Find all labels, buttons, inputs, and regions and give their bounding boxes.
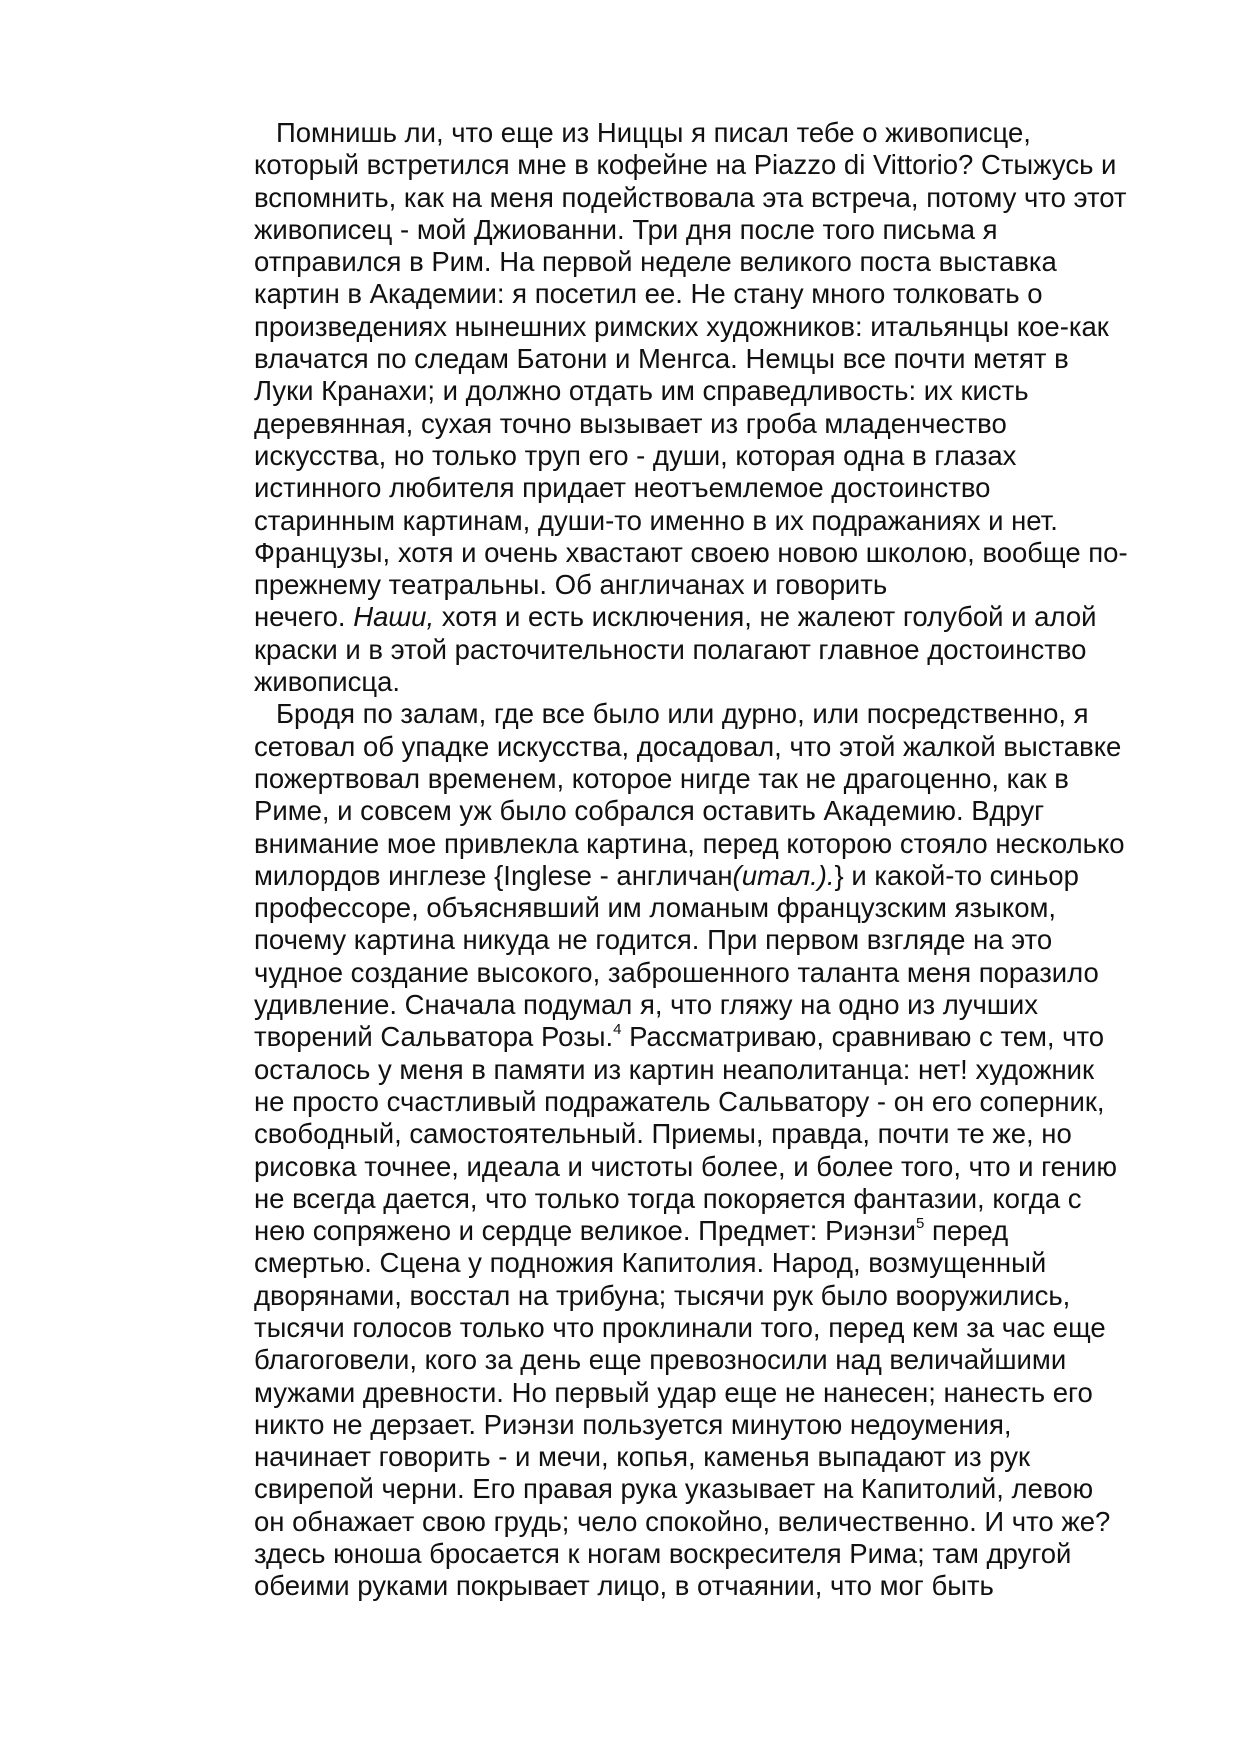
text-line: прежнему театральны. Об англичанах и говорить — [254, 569, 888, 601]
text-line: благоговели, кого за день еще превозносили над величайшими — [254, 1344, 1067, 1376]
text-line: не всегда дается, что только тогда покоряется фантазии, когда с — [254, 1182, 1082, 1214]
text-line: влачатся по следам Батони и Менгса. Немцы все почти метят в — [254, 343, 1069, 375]
text-line: чудное создание высокого, заброшенного таланта меня поразило — [254, 956, 1099, 988]
text-line: картин в Академии: я посетил ее. Не стану много толковать о — [254, 278, 1043, 310]
text-line: он обнажает свою грудь; чело спокойно, величественно. И что же? — [254, 1505, 1111, 1537]
text-line: дворянами, восстал на трибуна; тысячи рук было вооружились, — [254, 1279, 1071, 1311]
text-line: не просто счастливый подражатель Сальватору - он его соперник, — [254, 1085, 1105, 1117]
text-line: начинает говорить - и мечи, копья, каменья выпадают из рук — [254, 1441, 1030, 1473]
text-line: профессоре, объяснявший им ломаным французским языком, — [254, 892, 1057, 924]
text-line: живописца. — [254, 666, 401, 698]
text-line: тысячи голосов только что проклинали того, перед кем за час еще — [254, 1311, 1106, 1343]
text-line: произведениях нынешних римских художников: итальянцы кое-как — [254, 310, 1109, 342]
text-line: искусства, но только труп его - души, которая одна в глазах — [254, 439, 1017, 471]
text-line: смертью. Сцена у подножия Капитолия. Народ, возмущенный — [254, 1247, 1047, 1279]
text-line: старинным картинам, души-то именно в их подражаниях и нет. — [254, 504, 1058, 536]
footnote-marker[interactable]: 5 — [915, 1215, 925, 1233]
body-text — [254, 117, 1174, 1603]
text-line: почему картина никуда не годится. При первом взгляде на это — [254, 924, 1053, 956]
text-line: живописец - мой Джиованни. Три дня после того письма я — [254, 213, 998, 245]
text-line: сетовал об упадке искусства, досадовал, что этой жалкой выставке — [254, 730, 1122, 762]
text-line: вспомнить, как на меня подействовала эта встреча, потому что этот — [254, 181, 1127, 213]
text-line: никто не дерзает. Риэнзи пользуется минутою недоумения, — [254, 1408, 1012, 1440]
text-line: Помнишь ли, что еще из Ниццы я писал тебе о живописце, — [276, 117, 1031, 148]
text-line: свободный, самостоятельный. Приемы, правда, почти те же, но — [254, 1118, 1072, 1150]
text-line: Луки Кранахи; и должно отдать им справедливость: их кисть — [254, 375, 1029, 407]
text-line: нечего. Наши, хотя и есть исключения, не жалеют голубой и алой — [254, 601, 1097, 633]
text-line: рисовка точнее, идеала и чистоты более, и более того, что и гению — [254, 1150, 1118, 1182]
text-line: Бродя по залам, где все было или дурно, или посредственно, я — [276, 698, 1089, 730]
text-line: осталось у меня в памяти из картин неаполитанца: нет! художник — [254, 1053, 1095, 1085]
text-line: пожертвовал временем, которое нигде так не драгоценно, как в — [254, 762, 1069, 794]
text-line: нею сопряжено и сердце великое. Предмет: Риэнзи$^5$ перед — [254, 1215, 1009, 1247]
text-line: Риме, и совсем уж было собрался оставить Академию. Вдруг — [254, 795, 1045, 827]
italic-emphasis: Наши, — [353, 601, 435, 633]
text-line: творений Сальватора Розы.$^4$ Рассматриваю, сравниваю с тем, что — [254, 1021, 1105, 1053]
text-line: краски и в этой расточительности полагают главное достоинство — [254, 633, 1087, 665]
text-line: деревянная, сухая точно вызывает из гроба младенчество — [254, 407, 1007, 439]
text-line: милордов инглезе {Inglese - англичан(итал.).} и какой-то синьор — [254, 859, 1079, 891]
text-line: истинного любителя придает неотъемлемое достоинство — [254, 472, 991, 504]
text-line: обеими руками покрывает лицо, в отчаянии, что мог быть — [254, 1570, 994, 1602]
text-line: здесь юноша бросается к ногам воскресителя Рима; там другой — [254, 1538, 1072, 1570]
text-line: отправился в Рим. На первой неделе великого поста выставка — [254, 246, 1057, 278]
text-line: Французы, хотя и очень хвастают своею новою школою, вообще по- — [254, 536, 1128, 568]
text-line: свирепой черни. Его правая рука указывает на Капитолий, левою — [254, 1473, 1094, 1505]
text-line: мужами древности. Но первый удар еще не нанесен; нанесть его — [254, 1376, 1093, 1408]
footnote-marker[interactable]: 4 — [613, 1021, 622, 1039]
italic-emphasis: (итал.). — [732, 859, 835, 891]
text-line: который встретился мне в кофейне на Piazzo di Vittorio? Стыжусь и — [254, 149, 1117, 181]
text-line: внимание мое привлекла картина, перед которою стояло несколько — [254, 827, 1125, 859]
text-line: удивление. Сначала подумал я, что гляжу на одно из лучших — [254, 989, 1039, 1021]
